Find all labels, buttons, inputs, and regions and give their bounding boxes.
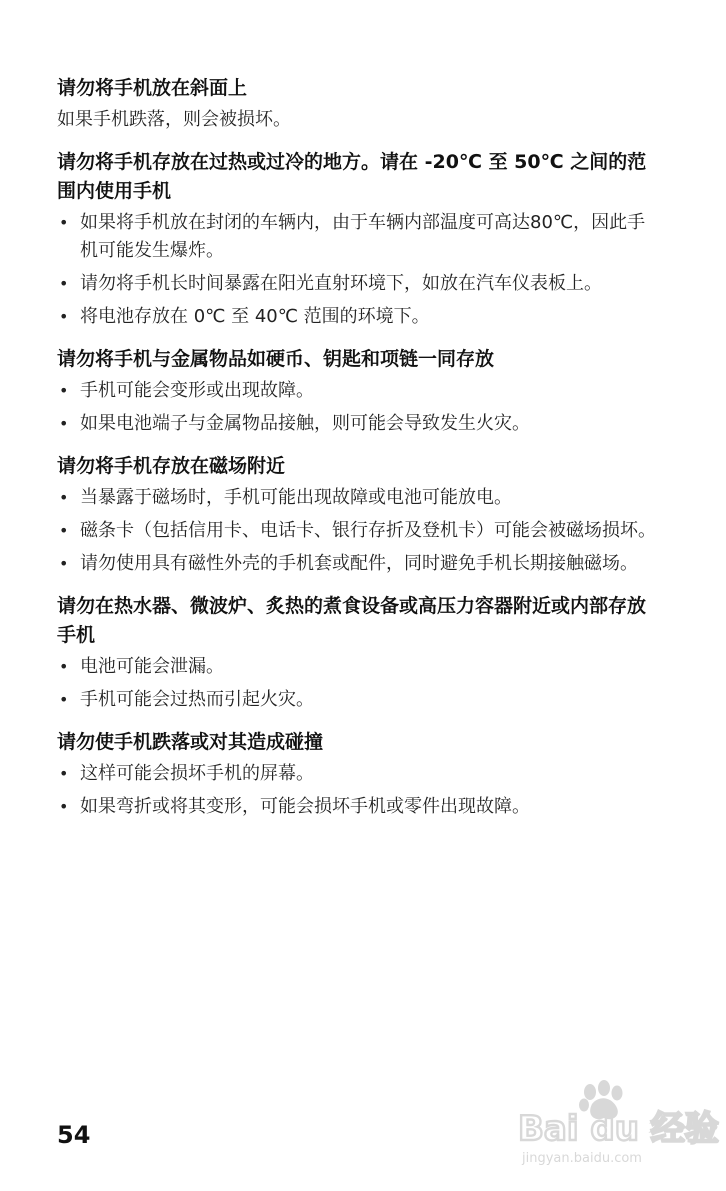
bullet-dot: • xyxy=(59,213,69,232)
bullet-list xyxy=(57,484,657,578)
list-item-text: 将电池存放在 0℃ 至 40℃ 范围的环境下。 xyxy=(80,306,430,327)
bullet-dot: • xyxy=(59,381,69,400)
list-item-text: 手机可能会过热而引起火灾。 xyxy=(80,689,314,710)
section-title: 请勿使手机跌落或对其造成碰撞 xyxy=(57,731,324,753)
page-number: 54 xyxy=(57,1121,91,1149)
bullet-dot: • xyxy=(59,307,69,326)
section-drop-impact xyxy=(57,728,657,821)
list-item xyxy=(57,760,657,788)
list-item-text: 请勿使用具有磁性外壳的手机套或配件，同时避免手机长期接触磁场。 xyxy=(80,553,638,574)
list-item xyxy=(57,793,657,821)
list-item xyxy=(57,303,657,331)
list-item-text: 磁条卡（包括信用卡、电话卡、银行存折及登机卡）可能会被磁场损坏。 xyxy=(80,520,656,541)
list-item xyxy=(57,270,657,298)
list-item xyxy=(57,550,657,578)
list-item xyxy=(57,209,657,265)
list-item xyxy=(57,517,657,545)
section-temperature xyxy=(57,148,657,331)
document-body xyxy=(57,74,657,835)
list-item-text: 当暴露于磁场时，手机可能出现故障或电池可能放电。 xyxy=(80,487,512,508)
list-item xyxy=(57,686,657,714)
bullet-dot: • xyxy=(59,521,69,540)
section-slope xyxy=(57,74,657,134)
list-item xyxy=(57,410,657,438)
list-item-text: 请勿将手机长时间暴露在阳光直射环境下，如放在汽车仪表板上。 xyxy=(80,273,602,294)
bullet-dot: • xyxy=(59,657,69,676)
section-title: 请勿将手机存放在磁场附近 xyxy=(57,455,286,477)
bullet-dot: • xyxy=(59,414,69,433)
list-item-text: 电池可能会泄漏。 xyxy=(80,656,224,677)
bullet-list xyxy=(57,760,657,821)
bullet-list xyxy=(57,209,657,331)
baidu-paw-icon xyxy=(512,1078,719,1168)
section-title: 请勿将手机存放在过热或过冷的地方。请在 -20℃ 至 50℃ 之间的范围内使用手机 xyxy=(57,151,647,202)
section-title: 请勿将手机放在斜面上 xyxy=(57,77,248,99)
list-item xyxy=(57,484,657,512)
list-item-text: 手机可能会变形或出现故障。 xyxy=(80,380,314,401)
list-item-text: 如果电池端子与金属物品接触，则可能会导致发生火灾。 xyxy=(80,413,530,434)
bullet-dot: • xyxy=(59,690,69,709)
bullet-dot: • xyxy=(59,274,69,293)
bullet-dot: • xyxy=(59,797,69,816)
list-item xyxy=(57,653,657,681)
section-heat-sources xyxy=(57,592,657,714)
section-title: 请勿在热水器、微波炉、炙热的煮食设备或高压力容器附近或内部存放手机 xyxy=(57,595,647,646)
bullet-list xyxy=(57,377,657,438)
baidu-watermark xyxy=(512,1078,719,1168)
bullet-list xyxy=(57,653,657,714)
watermark-url: jingyan.baidu.com xyxy=(522,1151,642,1166)
section-title: 请勿将手机与金属物品如硬币、钥匙和项链一同存放 xyxy=(57,348,495,370)
watermark-brand: Bai du 经验 xyxy=(518,1109,719,1149)
list-item-text: 这样可能会损坏手机的屏幕。 xyxy=(80,763,314,784)
list-item-text: 如果弯折或将其变形，可能会损坏手机或零件出现故障。 xyxy=(80,796,530,817)
list-item xyxy=(57,377,657,405)
bullet-dot: • xyxy=(59,554,69,573)
bullet-dot: • xyxy=(59,764,69,783)
section-metal-objects xyxy=(57,345,657,438)
bullet-dot: • xyxy=(59,488,69,507)
section-text: 如果手机跌落，则会被损坏。 xyxy=(57,109,291,130)
list-item-text: 如果将手机放在封闭的车辆内，由于车辆内部温度可高达80℃，因此手机可能发生爆炸。 xyxy=(80,212,646,261)
section-magnetic-field xyxy=(57,452,657,578)
